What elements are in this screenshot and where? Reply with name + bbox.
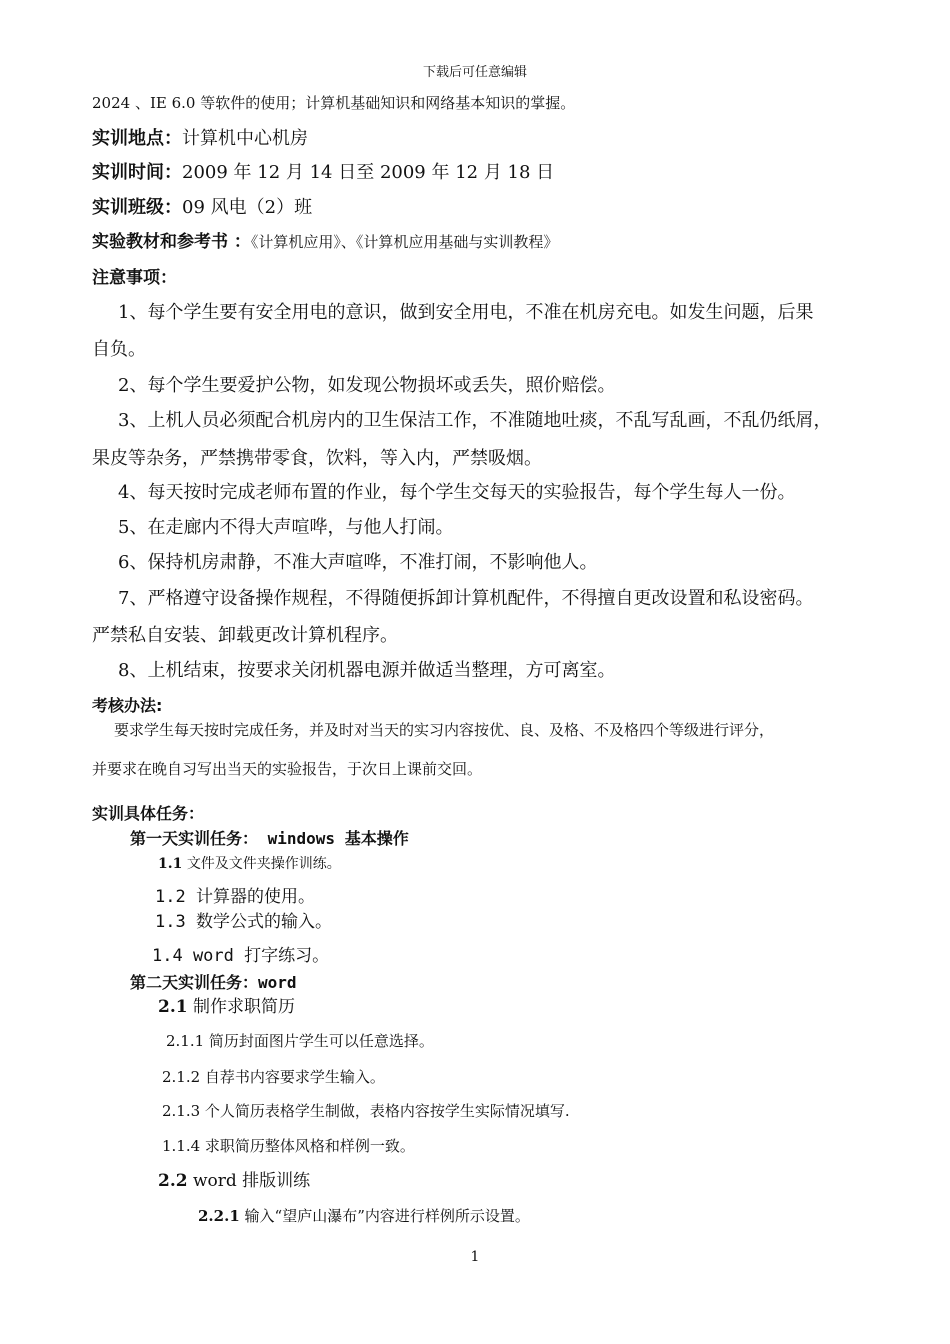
day1-item-1-num: 1.1 <box>158 856 183 872</box>
notes-line-11: 8、上机结束，按要求关闭机器电源并做适当整理，方可离室。 <box>118 660 616 681</box>
day1-item-1 <box>158 857 341 871</box>
page-number: 1 <box>470 1249 480 1265</box>
notes-title: 注意事项： <box>92 268 177 288</box>
class-label: 实训班级： <box>92 197 182 218</box>
assessment-title: 考核办法: <box>92 696 163 715</box>
notes-line-1: 1、每个学生要有安全用电的意识，做到安全用电，不准在机房充电。如发生问题，后果 <box>118 302 814 323</box>
day1-title: 第一天实训任务： windows 基本操作 <box>130 829 409 848</box>
day2-item-2-1-num: 2.2.1 <box>198 1207 240 1225</box>
class-value: 09 风电（2）班 <box>182 197 313 218</box>
day1-item-4: 1.4 word 打字练习。 <box>152 946 330 966</box>
time-value: 2009 年 12 月 14 日至 2009 年 12 月 18 日 <box>182 162 555 183</box>
notes-line-3: 2、每个学生要爱护公物，如发现公物损坏或丢失，照价赔偿。 <box>118 375 616 396</box>
notes-line-2: 自负。 <box>92 339 146 360</box>
notes-line-6: 4、每天按时完成老师布置的作业，每个学生交每天的实验报告，每个学生每人一份。 <box>118 482 796 503</box>
place-label: 实训地点： <box>92 128 182 149</box>
day2-item-2-1-text: 输入“望庐山瀑布”内容进行样例所示设置。 <box>244 1207 530 1225</box>
day2-item-2-num: 2.2 <box>158 1171 188 1191</box>
header-note: 下载后可任意编辑 <box>422 65 527 80</box>
notes-line-7: 5、在走廊内不得大声喧哗，与他人打闹。 <box>118 517 454 538</box>
assessment-line-2: 并要求在晚自习写出当天的实验报告，于次日上课前交回。 <box>92 760 483 778</box>
day2-item-1-num: 2.1 <box>158 997 188 1017</box>
info-class <box>92 199 312 217</box>
day2-item-2-1 <box>198 1209 530 1224</box>
day2-item-1 <box>158 999 295 1016</box>
day2-item-1-2: 2.1.2 自荐书内容要求学生输入。 <box>162 1068 385 1086</box>
day1-item-3: 1.3 数学公式的输入。 <box>155 912 332 932</box>
day2-item-1-text: 制作求职简历 <box>192 997 295 1017</box>
assessment-line-1: 要求学生每天按时完成任务，并及时对当天的实习内容按优、良、及格、不及格四个等级进行评分， <box>114 721 775 739</box>
place-value: 计算机中心机房 <box>182 128 308 149</box>
notes-line-9: 7、严格遵守设备操作规程，不得随便拆卸计算机配件，不得擅自更改设置和私设密码。 <box>118 588 814 609</box>
day2-item-1-3: 2.1.3 个人简历表格学生制做，表格内容按学生实际情况填写. <box>162 1102 570 1120</box>
day2-title: 第二天实训任务：word <box>130 973 297 992</box>
notes-line-4: 3、上机人员必须配合机房内的卫生保洁工作，不准随地吐痰，不乱写乱画，不乱仍纸屑， <box>118 410 832 431</box>
books-value: 《计算机应用》、《计算机应用基础与实训教程》 <box>250 233 559 251</box>
day2-item-2-text: word 排版训练 <box>192 1171 311 1191</box>
tasks-title: 实训具体任务： <box>92 804 205 823</box>
notes-line-5: 果皮等杂务，严禁携带零食，饮料，等入内，严禁吸烟。 <box>92 448 542 469</box>
day2-item-1-1: 2.1.1 简历封面图片学生可以任意选择。 <box>166 1032 434 1050</box>
info-time <box>92 164 554 182</box>
info-place <box>92 130 308 148</box>
notes-line-10: 严禁私自安装、卸载更改计算机程序。 <box>92 625 398 646</box>
day1-item-2: 1.2 计算器的使用。 <box>155 887 315 907</box>
day1-item-1-text: 文件及文件夹操作训练。 <box>186 856 341 872</box>
time-label: 实训时间： <box>92 162 182 183</box>
notes-line-8: 6、保持机房肃静，不准大声喧哗，不准打闹，不影响他人。 <box>118 552 598 573</box>
intro-text: 2024 、IE 6.0 等软件的使用；计算机基础知识和网络基本知识的掌握。 <box>92 94 576 112</box>
books-label: 实验教材和参考书 ： <box>92 232 251 252</box>
info-books <box>92 234 558 251</box>
day2-item-1-4: 1.1.4 求职简历整体风格和样例一致。 <box>162 1137 415 1155</box>
day2-item-2 <box>158 1173 310 1190</box>
